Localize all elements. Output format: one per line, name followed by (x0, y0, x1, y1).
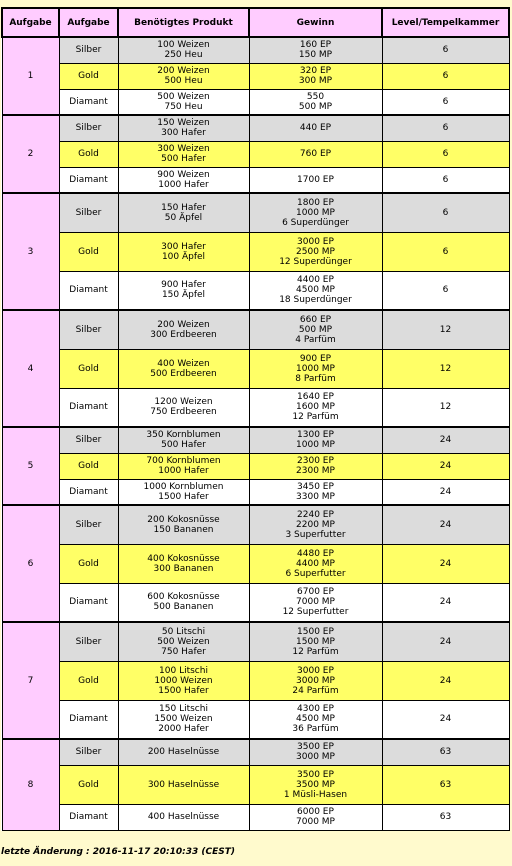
task-number-cell: 5 (2, 427, 59, 505)
product-cell-line: 500 Weizen (157, 636, 210, 647)
table-row (2, 583, 509, 622)
level-cell: 63 (382, 739, 509, 765)
product-cell-line: 2000 Hafer (158, 724, 209, 735)
reward-cell-line: 4480 EP (297, 548, 334, 559)
reward-cell (249, 505, 382, 544)
table-row (2, 63, 509, 89)
product-cell (118, 739, 249, 765)
reward-cell-line: 6 Superdünger (282, 217, 349, 228)
tier-cell: Gold (59, 453, 118, 479)
product-cell-line: 1000 Kornblumen (143, 481, 224, 492)
table-row (2, 89, 509, 115)
product-cell-line: 200 Kokosnüsse (147, 514, 220, 525)
reward-cell-line: 160 EP (299, 40, 332, 51)
reward-cell-line: 3000 EP (297, 665, 334, 676)
level-cell: 6 (382, 141, 509, 167)
product-cell-line: 1200 Weizen (154, 397, 213, 408)
reward-cell (249, 388, 382, 427)
reward-cell-line: 4300 EP (297, 704, 334, 715)
table-row (2, 427, 509, 453)
reward-cell-line: 2500 MP (296, 246, 335, 257)
reward-cell-line: 3000 MP (296, 675, 335, 686)
reward-cell-line: 6 Superfutter (285, 568, 346, 579)
product-cell (118, 141, 249, 167)
product-cell-line: 750 Hafer (161, 646, 206, 657)
reward-cell-line: 12 Parfüm (292, 646, 339, 657)
product-cell (118, 583, 249, 622)
product-cell-line: 500 Bananen (153, 602, 214, 613)
reward-cell (249, 115, 382, 141)
product-cell (118, 193, 249, 232)
reward-cell-line: 8 Parfüm (295, 373, 336, 384)
reward-cell-line: 2200 MP (296, 519, 335, 530)
product-cell-line: 1000 Hafer (158, 466, 209, 476)
table-row (2, 505, 509, 544)
product-cell (118, 453, 249, 479)
reward-cell-line: 4500 MP (296, 714, 335, 725)
product-cell-line: 1500 Weizen (154, 714, 213, 725)
product-cell-line: 300 Haselnüsse (147, 779, 220, 790)
product-cell-line: 500 Hafer (161, 440, 206, 451)
reward-cell-line: 4 Parfüm (295, 334, 336, 345)
header-level: Level/Tempelkammer (382, 8, 509, 37)
reward-cell (249, 544, 382, 583)
table-body (2, 37, 509, 830)
reward-cell-line: 550 (306, 91, 325, 102)
level-cell: 24 (382, 479, 509, 505)
table-row (2, 167, 509, 193)
product-cell-line: 200 Weizen (157, 66, 210, 76)
level-cell: 63 (382, 765, 509, 804)
level-cell: 24 (382, 544, 509, 583)
reward-cell-line: 1500 MP (296, 636, 335, 647)
product-cell (118, 388, 249, 427)
tier-cell: Silber (59, 310, 118, 349)
product-cell (118, 89, 249, 115)
reward-cell-line: 4400 EP (297, 275, 334, 286)
level-cell: 24 (382, 622, 509, 661)
table-row (2, 479, 509, 505)
product-cell-line: 1000 Weizen (154, 675, 213, 686)
table-row (2, 310, 509, 349)
reward-cell-line: 2300 EP (297, 456, 334, 466)
product-cell-line: 200 Haselnüsse (147, 747, 220, 758)
reward-cell-line: 36 Parfüm (292, 724, 339, 735)
task-number-cell: 1 (2, 37, 59, 115)
tier-cell: Diamant (59, 804, 118, 830)
reward-cell-line: 3 Superfutter (285, 529, 346, 540)
reward-cell-line: 500 MP (298, 324, 333, 335)
header-task-tier: Aufgabe (59, 8, 118, 37)
product-cell (118, 349, 249, 388)
tier-cell: Silber (59, 739, 118, 765)
header-task-number: Aufgabe (2, 8, 59, 37)
task-number-cell: 7 (2, 622, 59, 739)
table-row (2, 700, 509, 739)
product-cell-line: 700 Kornblumen (146, 456, 221, 466)
product-cell-line: 250 Heu (164, 50, 203, 61)
task-number-cell: 2 (2, 115, 59, 193)
product-cell-line: 750 Heu (164, 101, 203, 112)
task-number-cell: 6 (2, 505, 59, 622)
product-cell (118, 310, 249, 349)
level-cell: 12 (382, 310, 509, 349)
product-cell (118, 115, 249, 141)
level-cell: 24 (382, 427, 509, 453)
reward-cell (249, 89, 382, 115)
reward-cell-line: 1000 MP (296, 363, 335, 374)
reward-cell-line: 12 Superfutter (282, 607, 349, 618)
product-cell-line: 300 Bananen (153, 563, 214, 574)
reward-cell (249, 765, 382, 804)
table-row (2, 622, 509, 661)
product-cell-line: 500 Hafer (161, 154, 206, 164)
reward-cell-line: 1640 EP (297, 392, 334, 403)
reward-cell-line: 12 Superdünger (279, 256, 352, 267)
reward-cell-line: 24 Parfüm (292, 685, 339, 696)
product-cell-line: 1000 Hafer (158, 179, 209, 190)
product-cell-line: 300 Hafer (161, 128, 206, 139)
reward-cell (249, 193, 382, 232)
reward-cell-line: 3450 EP (297, 481, 334, 492)
tier-cell: Silber (59, 37, 118, 63)
reward-cell (249, 167, 382, 193)
reward-cell-line: 2240 EP (297, 509, 334, 520)
tier-cell: Diamant (59, 89, 118, 115)
product-cell-line: 500 Weizen (157, 91, 210, 102)
level-cell: 6 (382, 115, 509, 141)
table-row (2, 349, 509, 388)
tier-cell: Gold (59, 232, 118, 271)
table-row (2, 765, 509, 804)
level-cell: 12 (382, 349, 509, 388)
header-row (2, 8, 509, 37)
table-row (2, 115, 509, 141)
reward-cell-line: 3000 MP (296, 752, 335, 763)
tier-cell: Silber (59, 427, 118, 453)
reward-cell (249, 622, 382, 661)
reward-cell-line: 1700 EP (297, 174, 334, 185)
tier-cell: Silber (59, 115, 118, 141)
level-cell: 63 (382, 804, 509, 830)
product-cell-line: 350 Kornblumen (146, 430, 221, 441)
reward-cell-line: 300 MP (298, 76, 333, 86)
table-row (2, 193, 509, 232)
product-cell-line: 150 Weizen (157, 118, 210, 129)
reward-cell (249, 453, 382, 479)
product-cell (118, 479, 249, 505)
product-cell-line: 300 Erdbeeren (150, 329, 217, 340)
tier-cell: Diamant (59, 271, 118, 310)
reward-cell (249, 271, 382, 310)
product-cell (118, 63, 249, 89)
tier-cell: Gold (59, 349, 118, 388)
tier-cell: Gold (59, 544, 118, 583)
reward-cell (249, 661, 382, 700)
level-cell: 12 (382, 388, 509, 427)
reward-cell-line: 6000 EP (297, 807, 334, 817)
reward-cell-line: 4400 MP (296, 558, 335, 569)
reward-cell-line: 12 Parfüm (292, 412, 339, 423)
product-cell-line: 200 Weizen (157, 319, 210, 330)
reward-cell-line: 1 Müsli-Hasen (283, 789, 348, 800)
reward-cell (249, 37, 382, 63)
product-cell (118, 544, 249, 583)
tier-cell: Silber (59, 505, 118, 544)
product-cell-line: 100 Äpfel (161, 251, 206, 262)
reward-cell-line: 2300 MP (296, 466, 335, 476)
product-cell-line: 750 Erdbeeren (150, 407, 217, 418)
reward-cell-line: 7000 MP (296, 597, 335, 608)
header-required-product: Benötigtes Produkt (118, 8, 249, 37)
product-cell (118, 661, 249, 700)
table-row (2, 271, 509, 310)
tier-cell: Gold (59, 63, 118, 89)
task-number-cell: 3 (2, 193, 59, 310)
tasks-table (1, 7, 510, 831)
reward-cell-line: 1800 EP (297, 197, 334, 208)
reward-cell-line: 660 EP (299, 314, 332, 325)
tier-cell: Diamant (59, 700, 118, 739)
reward-cell-line: 3500 EP (297, 769, 334, 780)
tier-cell: Diamant (59, 167, 118, 193)
reward-cell-line: 3500 MP (296, 779, 335, 790)
table-row (2, 544, 509, 583)
product-cell-line: 100 Weizen (157, 40, 210, 51)
product-cell (118, 271, 249, 310)
product-cell-line: 500 Erdbeeren (150, 368, 217, 379)
product-cell-line: 500 Heu (164, 76, 203, 86)
tier-cell: Gold (59, 765, 118, 804)
table-row (2, 739, 509, 765)
reward-cell (249, 141, 382, 167)
product-cell (118, 167, 249, 193)
level-cell: 6 (382, 89, 509, 115)
reward-cell (249, 479, 382, 505)
tier-cell: Silber (59, 622, 118, 661)
product-cell-line: 600 Kokosnüsse (147, 592, 220, 603)
product-cell (118, 700, 249, 739)
reward-cell (249, 310, 382, 349)
level-cell: 24 (382, 700, 509, 739)
product-cell (118, 232, 249, 271)
task-number-cell: 8 (2, 739, 59, 830)
reward-cell-line: 6700 EP (297, 587, 334, 598)
product-cell-line: 150 Litschi (159, 704, 208, 715)
product-cell (118, 37, 249, 63)
product-cell (118, 765, 249, 804)
tier-cell: Gold (59, 141, 118, 167)
product-cell-line: 150 Hafer (161, 202, 206, 213)
level-cell: 24 (382, 661, 509, 700)
header-reward: Gewinn (249, 8, 382, 37)
reward-cell-line: 3500 EP (297, 742, 334, 753)
reward-cell (249, 232, 382, 271)
table-row (2, 661, 509, 700)
tier-cell: Silber (59, 193, 118, 232)
product-cell-line: 300 Hafer (161, 241, 206, 252)
product-cell (118, 505, 249, 544)
table-row (2, 141, 509, 167)
reward-cell (249, 63, 382, 89)
reward-cell-line: 1000 MP (296, 207, 335, 218)
reward-cell (249, 349, 382, 388)
reward-cell-line: 1000 MP (296, 440, 335, 451)
product-cell-line: 100 Litschi (159, 665, 208, 676)
level-cell: 6 (382, 271, 509, 310)
tier-cell: Diamant (59, 479, 118, 505)
last-modified-footer: letzte Änderung : 2016-11-17 20:10:33 (CEST) (1, 847, 235, 857)
reward-cell (249, 804, 382, 830)
product-cell-line: 50 Litschi (161, 626, 206, 637)
level-cell: 6 (382, 167, 509, 193)
reward-cell-line: 18 Superdünger (279, 295, 352, 306)
product-cell-line: 150 Äpfel (161, 290, 206, 301)
reward-cell (249, 739, 382, 765)
reward-cell-line: 760 EP (299, 149, 332, 159)
table-row (2, 388, 509, 427)
reward-cell-line: 3300 MP (296, 491, 335, 502)
reward-cell-line: 7000 MP (296, 817, 335, 827)
level-cell: 6 (382, 232, 509, 271)
reward-cell-line: 320 EP (299, 66, 332, 76)
product-cell-line: 300 Weizen (157, 144, 210, 154)
level-cell: 24 (382, 505, 509, 544)
product-cell-line: 900 Hafer (161, 280, 206, 291)
reward-cell-line: 1500 EP (297, 626, 334, 637)
tier-cell: Diamant (59, 388, 118, 427)
reward-cell-line: 4500 MP (296, 285, 335, 296)
level-cell: 24 (382, 583, 509, 622)
product-cell-line: 400 Kokosnüsse (147, 553, 220, 564)
reward-cell-line: 1600 MP (296, 402, 335, 413)
reward-cell (249, 427, 382, 453)
level-cell: 6 (382, 37, 509, 63)
reward-cell-line: 150 MP (298, 50, 333, 61)
table-row (2, 37, 509, 63)
reward-cell-line: 3000 EP (297, 236, 334, 247)
reward-cell-line: 500 MP (298, 101, 333, 112)
reward-cell-line: 440 EP (299, 123, 332, 134)
product-cell-line: 50 Äpfel (164, 212, 203, 223)
product-cell (118, 804, 249, 830)
product-cell-line: 150 Bananen (153, 524, 214, 535)
product-cell (118, 427, 249, 453)
product-cell-line: 400 Haselnüsse (147, 812, 220, 822)
tier-cell: Gold (59, 661, 118, 700)
product-cell-line: 1500 Hafer (158, 685, 209, 696)
reward-cell (249, 583, 382, 622)
level-cell: 24 (382, 453, 509, 479)
product-cell (118, 622, 249, 661)
product-cell-line: 900 Weizen (157, 169, 210, 180)
level-cell: 6 (382, 193, 509, 232)
table-row (2, 232, 509, 271)
reward-cell-line: 1300 EP (297, 430, 334, 441)
tier-cell: Diamant (59, 583, 118, 622)
task-number-cell: 4 (2, 310, 59, 427)
reward-cell (249, 700, 382, 739)
product-cell-line: 400 Weizen (157, 358, 210, 369)
product-cell-line: 1500 Hafer (158, 491, 209, 502)
table-row (2, 804, 509, 830)
level-cell: 6 (382, 63, 509, 89)
reward-cell-line: 900 EP (299, 353, 332, 364)
table-row (2, 453, 509, 479)
